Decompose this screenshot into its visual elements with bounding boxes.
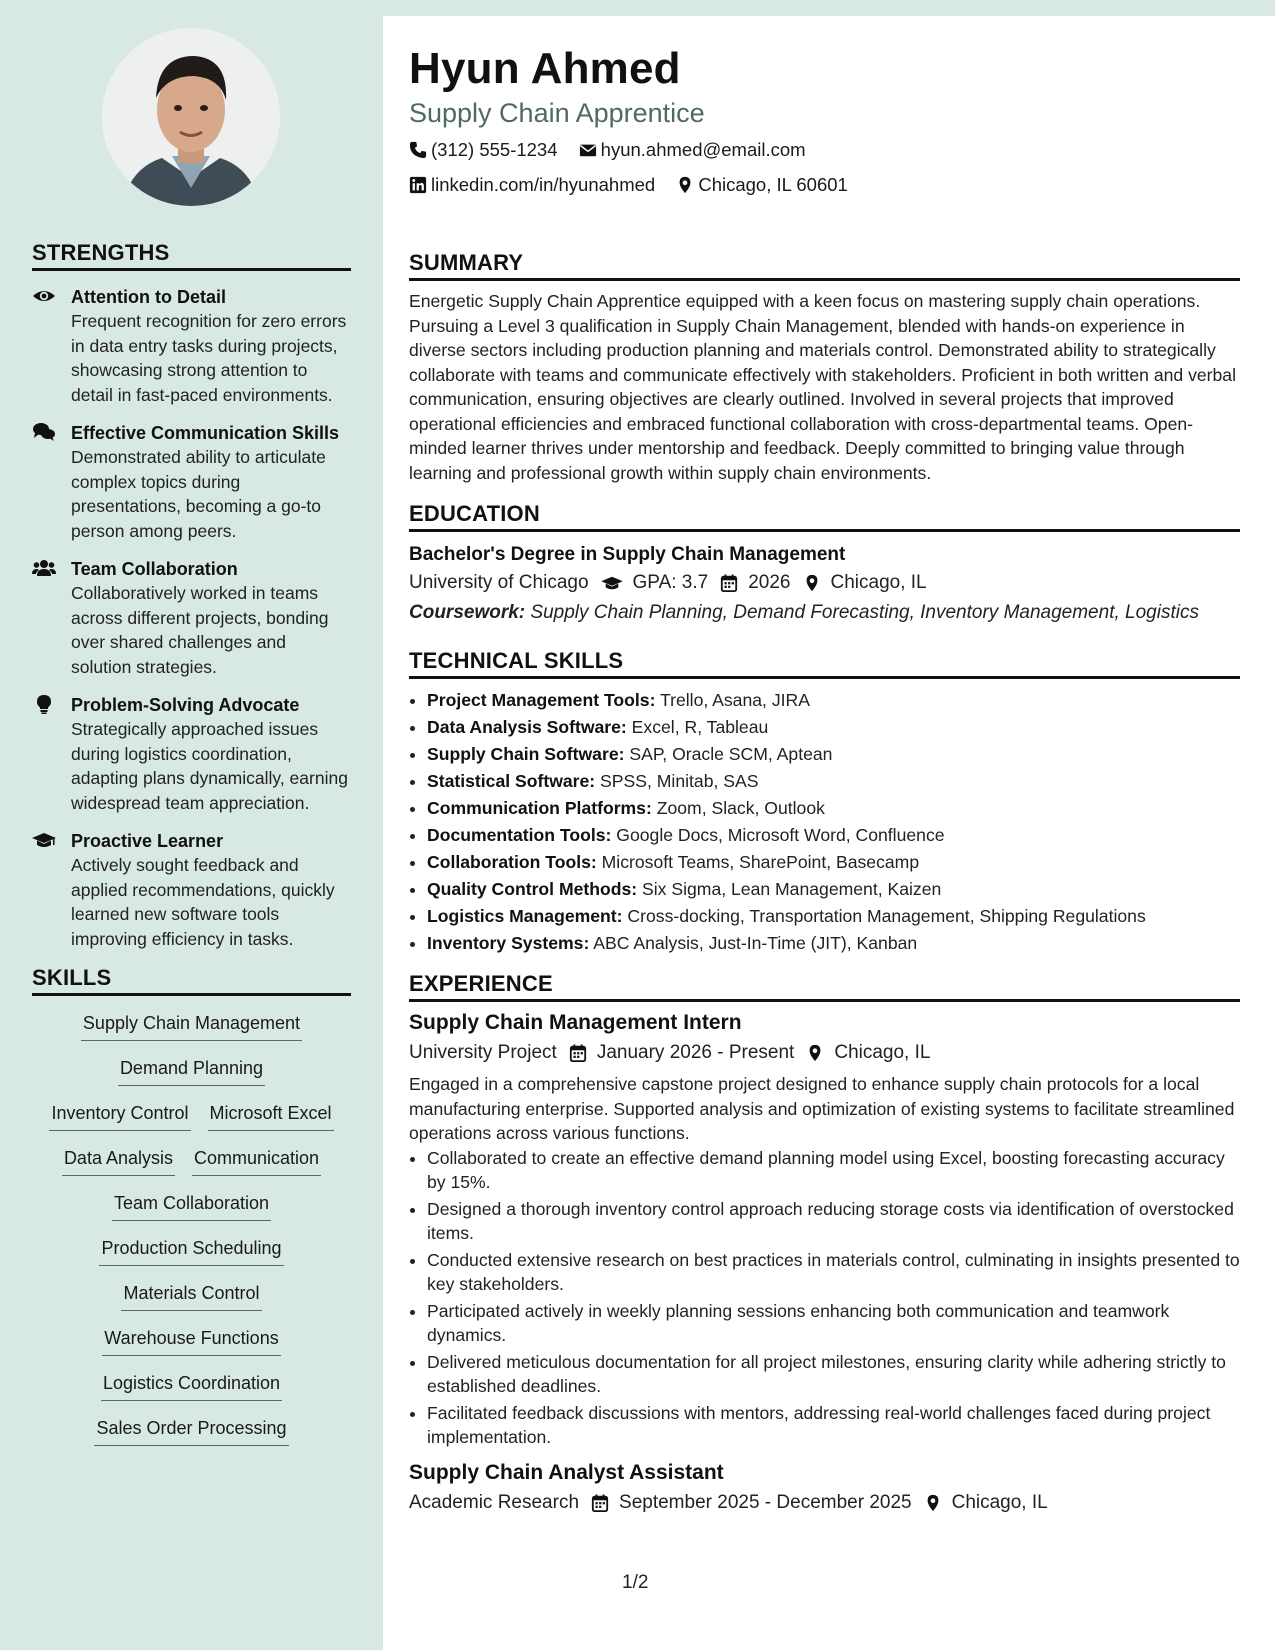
job-title: Supply Chain Analyst Assistant: [409, 1460, 724, 1484]
list-item: • Project Management Tools: Trello, Asana, JIRA: [427, 687, 1240, 714]
map-marker-icon: [803, 574, 821, 592]
list-item: • Statistical Software: SPSS, Minitab, SAS: [427, 768, 1240, 795]
list-item: • Quality Control Methods: Six Sigma, Lean Management, Kaizen: [427, 876, 1240, 903]
right-column: [409, 40, 1240, 1518]
strength-desc: Frequent recognition for zero errors in data entry tasks during projects, showcasing strong attention to detail in fast-paced environments.: [71, 311, 347, 405]
strength-item: [32, 693, 351, 815]
education-heading: EDUCATION: [409, 501, 1240, 532]
strength-desc: Strategically approached issues during logistics coordination, adapting plans dynamically, earning widespread team appreciation.: [71, 719, 348, 813]
coursework-label: Coursework:: [409, 602, 526, 623]
strength-item: [32, 421, 351, 543]
phone-icon: [409, 141, 427, 159]
list-item: • Collaboration Tools: Microsoft Teams, SharePoint, Basecamp: [427, 849, 1240, 876]
technical-skills-heading: TECHNICAL SKILLS: [409, 648, 1240, 679]
strength-item: [32, 829, 351, 951]
phone-text: (312) 555-1234: [431, 139, 558, 160]
lightbulb-icon: [32, 694, 56, 714]
strength-item: [32, 285, 351, 407]
summary-heading: SUMMARY: [409, 250, 1240, 281]
skill-tag: Production Scheduling: [99, 1235, 283, 1266]
job-meta: [409, 1488, 1240, 1518]
gpa-text: GPA: 3.7: [632, 572, 709, 593]
graduation-cap-icon: [601, 574, 623, 592]
left-column: [32, 240, 351, 1460]
calendar-icon: [720, 574, 738, 592]
experience-heading: EXPERIENCE: [409, 971, 1240, 1002]
skill-tag: Materials Control: [121, 1280, 261, 1311]
list-item: • Documentation Tools: Google Docs, Microsoft Word, Confluence: [427, 822, 1240, 849]
list-item: • Participated actively in weekly planning sessions enhancing both communication and teamwork dynamics.: [427, 1299, 1240, 1348]
skill-tag: Demand Planning: [118, 1055, 265, 1086]
candidate-name: Hyun Ahmed: [409, 44, 681, 93]
job-title: Supply Chain Management Intern: [409, 1011, 742, 1034]
school-name: University of Chicago: [409, 572, 589, 593]
job-bullets: [409, 1146, 1240, 1450]
list-item: • Delivered meticulous documentation for all project milestones, ensuring clarity while adhering strictly to established deadlines.: [427, 1350, 1240, 1399]
skill-tag: Microsoft Excel: [208, 1100, 334, 1131]
technical-skills-list: [409, 687, 1240, 957]
strength-desc: Actively sought feedback and applied recommendations, quickly learned new software tools improving efficiency in tasks.: [71, 855, 335, 949]
calendar-icon: [569, 1044, 587, 1062]
skills-heading: SKILLS: [32, 965, 351, 996]
strength-desc: Demonstrated ability to articulate complex topics during presentations, becoming a go-to person among peers.: [71, 447, 326, 541]
degree-title: Bachelor's Degree in Supply Chain Management: [409, 544, 846, 565]
map-marker-icon: [806, 1044, 824, 1062]
job-org: University Project: [409, 1042, 557, 1063]
strength-title: Team Collaboration: [71, 559, 238, 579]
skill-tag: Sales Order Processing: [94, 1415, 288, 1446]
job-location: Chicago, IL: [834, 1042, 931, 1063]
email-link[interactable]: hyun.ahmed@email.com: [600, 139, 806, 160]
linkedin-link[interactable]: linkedin.com/in/hyunahmed: [431, 174, 656, 195]
users-icon: [32, 558, 56, 578]
eye-icon: [32, 286, 56, 306]
comments-icon: [32, 422, 56, 442]
list-item: • Data Analysis Software: Excel, R, Tableau: [427, 714, 1240, 741]
strength-item: [32, 557, 351, 679]
list-item: • Collaborated to create an effective demand planning model using Excel, boosting forecasting accuracy by 15%.: [427, 1146, 1240, 1195]
strength-title: Proactive Learner: [71, 831, 224, 851]
contact-info: [409, 134, 1240, 204]
list-item: • Communication Platforms: Zoom, Slack, Outlook: [427, 795, 1240, 822]
list-item: • Supply Chain Software: SAP, Oracle SCM, Aptean: [427, 741, 1240, 768]
map-marker-icon: [924, 1494, 942, 1512]
graduation-cap-icon: [32, 830, 56, 850]
candidate-title: Supply Chain Apprentice: [409, 98, 705, 128]
page-number: 1/2: [622, 1572, 649, 1593]
education-meta: [409, 568, 1240, 598]
coursework: [409, 598, 1240, 628]
calendar-icon: [591, 1494, 609, 1512]
job-summary: Engaged in a comprehensive capstone project designed to enhance supply chain protocols for a local manufacturing enterprise. Supported analysis and optimization of existing systems to facilitate streamlined operations across various functions.: [409, 1074, 1235, 1143]
education-location: Chicago, IL: [830, 572, 927, 593]
profile-photo: [102, 28, 280, 206]
job-dates: September 2025 - December 2025: [619, 1491, 912, 1513]
skill-tag: Team Collaboration: [112, 1190, 271, 1221]
job-org: Academic Research: [409, 1491, 580, 1513]
strength-title: Attention to Detail: [71, 287, 226, 307]
strength-title: Problem-Solving Advocate: [71, 695, 300, 715]
job-dates: January 2026 - Present: [596, 1042, 795, 1063]
strength-desc: Collaboratively worked in teams across different projects, bonding over shared challenges and solution strategies.: [71, 583, 329, 677]
strengths-list: [32, 285, 351, 951]
skill-tag: Warehouse Functions: [102, 1325, 280, 1356]
job-meta: [409, 1038, 1240, 1068]
location-text: Chicago, IL 60601: [698, 174, 848, 195]
skill-tag: Communication: [192, 1145, 321, 1176]
summary-text: Energetic Supply Chain Apprentice equipped with a keen focus on mastering supply chain operations. Pursuing a Level 3 qualification in Supply Chain Management, blended with hands-on experience in diverse sectors including production planning and materials control. Demonstrated ability to strategically collaborate with teams and communicate effectively with stakeholders. Proficient in both written and verbal communication, ensuring objectives are clearly outlined. Involved in several projects that improved operational efficiencies and embraced functional collaboration with cross-departmental teams. Open-minded learner thrives under mentorship and feedback. Deeply committed to bringing value through learning and professional growth within supply chain environments.: [409, 291, 1237, 483]
linkedin-icon: [409, 176, 427, 194]
skill-tag: Logistics Coordination: [101, 1370, 282, 1401]
list-item: • Conducted extensive research on best practices in materials control, culminating in insights presented to key stakeholders.: [427, 1248, 1240, 1297]
avatar: [102, 28, 280, 206]
map-marker-icon: [676, 176, 694, 194]
list-item: • Inventory Systems: ABC Analysis, Just-In-Time (JIT), Kanban: [427, 930, 1240, 957]
list-item: • Logistics Management: Cross-docking, Transportation Management, Shipping Regulations: [427, 903, 1240, 930]
skill-tag: Supply Chain Management: [81, 1010, 302, 1041]
strength-title: Effective Communication Skills: [71, 423, 340, 443]
job-location: Chicago, IL: [951, 1491, 1048, 1513]
skill-tag: Inventory Control: [49, 1100, 190, 1131]
coursework-list: Supply Chain Planning, Demand Forecasting, Inventory Management, Logistics: [525, 602, 1199, 623]
grad-year: 2026: [748, 572, 791, 593]
envelope-icon: [579, 141, 597, 159]
list-item: • Designed a thorough inventory control approach reducing storage costs via identification of overstocked items.: [427, 1197, 1240, 1246]
list-item: • Facilitated feedback discussions with mentors, addressing real-world challenges faced during project implementation.: [427, 1401, 1240, 1450]
skill-tag: Data Analysis: [62, 1145, 175, 1176]
strengths-heading: STRENGTHS: [32, 240, 351, 271]
skills-list: [32, 1010, 351, 1460]
